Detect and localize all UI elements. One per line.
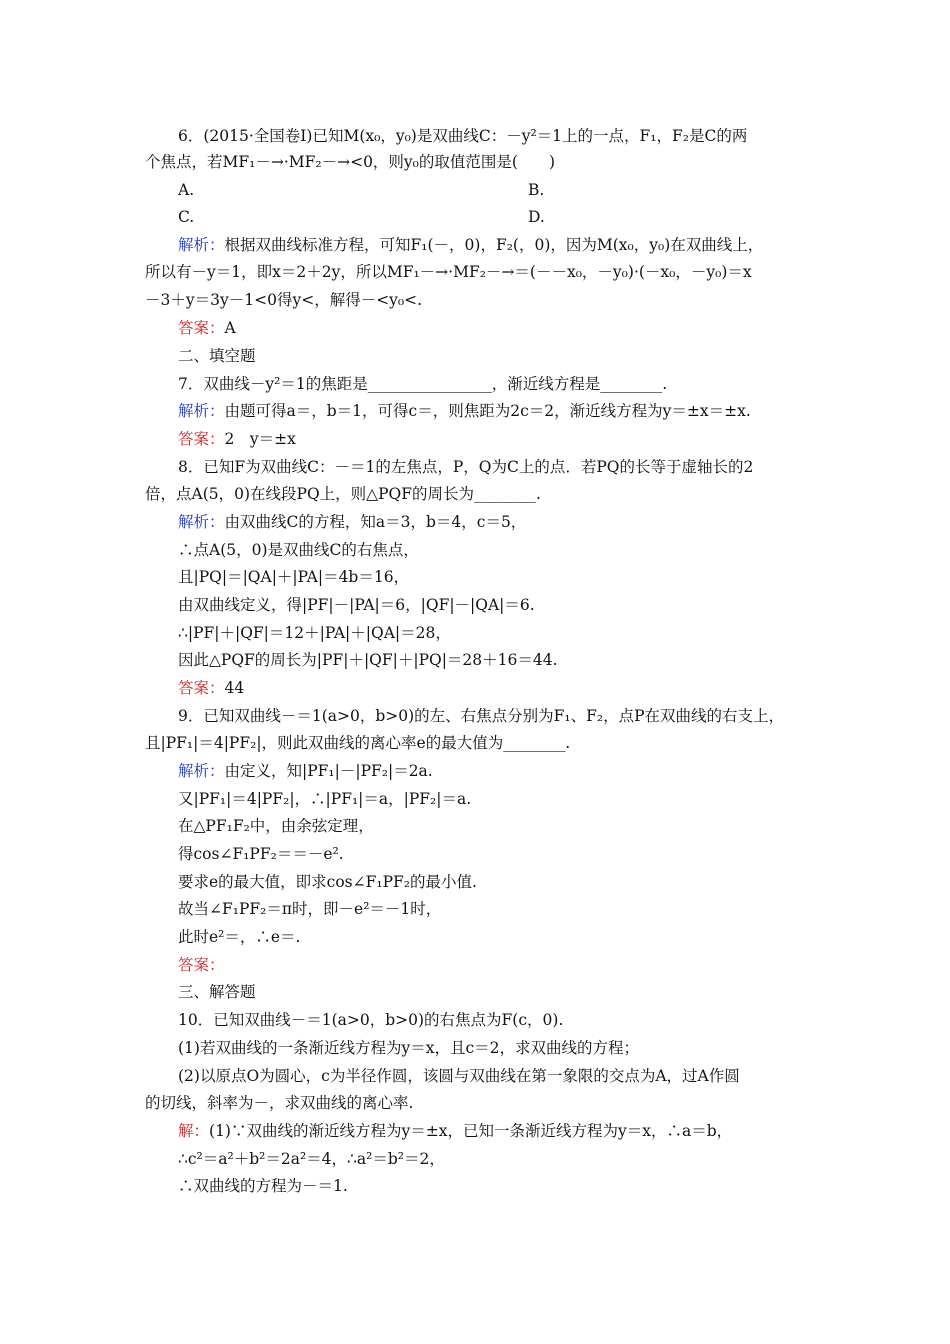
solution-label: 解析： bbox=[178, 762, 225, 780]
q8-solution-line-1: 解析：由双曲线C的方程，知a＝3，b＝4，c＝5， bbox=[178, 513, 527, 531]
q8-line-1: 8．已知F为双曲线C：－＝1的左焦点，P，Q为C上的点．若PQ的长等于虚轴长的2 bbox=[178, 458, 754, 476]
q6-option-d: D. bbox=[528, 208, 545, 226]
q9-answer bbox=[178, 955, 846, 975]
q6-option-c: C. bbox=[178, 208, 195, 226]
q10-part-2-line-2: 的切线，斜率为－，求双曲线的离心率. bbox=[145, 1094, 414, 1112]
q9-solution-line-6: 故当∠F₁PF₂＝π时，即－e²＝－1时， bbox=[178, 900, 442, 918]
q10-line-1: 10．已知双曲线－＝1(a>0，b>0)的右焦点为F(c，0). bbox=[178, 1011, 564, 1029]
q6-line-2: 个焦点，若MF₁－→·MF₂－→<0，则y₀的取值范围是( ) bbox=[145, 153, 555, 171]
q9-line-2: 且|PF₁|＝4|PF₂|，则此双曲线的离心率e的最大值为________. bbox=[145, 734, 571, 752]
q9-solution-line-4: 得cos∠F₁PF₂＝＝－e². bbox=[178, 845, 344, 863]
q6-answer: 答案：A bbox=[178, 319, 236, 337]
answer-label: 答案： bbox=[178, 430, 225, 448]
q8-solution-line-6: 因此△PQF的周长为|PF|＋|QF|＋|PQ|＝28＋16＝44. bbox=[178, 651, 558, 669]
solution-label: 解： bbox=[178, 1122, 210, 1140]
q8-solution-line-4: 由双曲线定义，得|PF|－|PA|＝6，|QF|－|QA|＝6. bbox=[178, 596, 535, 614]
q7-answer: 答案：2 y＝±x bbox=[178, 430, 296, 448]
q8-answer: 答案：44 bbox=[178, 679, 245, 697]
solution-label: 解析： bbox=[178, 513, 225, 531]
q10-solution-line-3: ∴双曲线的方程为－＝1. bbox=[178, 1177, 348, 1195]
q7-solution: 解析：由题可得a＝，b＝1，可得c＝，则焦距为2c＝2，渐近线方程为y＝±x＝±x. bbox=[178, 402, 751, 420]
q6-line-1: 6．(2015·全国卷Ⅰ)已知M(x₀，y₀)是双曲线C：－y²＝1上的一点，F₁，F₂是C的两 bbox=[178, 127, 748, 145]
q10-solution-line-1: 解：(1)∵双曲线的渐近线方程为y＝±x，已知一条渐近线方程为y＝x，∴a＝b， bbox=[178, 1122, 733, 1140]
q10-part-1: (1)若双曲线的一条渐近线方程为y＝x，且c＝2，求双曲线的方程； bbox=[178, 1039, 639, 1057]
q10-part-2-line-1: (2)以原点O为圆心，c为半径作圆，该圆与双曲线在第一象限的交点为A，过A作圆 bbox=[178, 1067, 740, 1085]
q8-solution-line-3: 且|PQ|＝|QA|＋|PA|＝4b＝16， bbox=[178, 568, 410, 586]
q6-option-a: A. bbox=[178, 181, 195, 199]
q9-solution-line-3: 在△PF₁F₂中，由余弦定理， bbox=[178, 817, 374, 835]
q9-solution-line-5: 要求e的最大值，即求cos∠F₁PF₂的最小值. bbox=[178, 873, 477, 891]
section-fill-in-heading: 二、填空题 bbox=[178, 347, 256, 365]
q8-line-2: 倍，点A(5，0)在线段PQ上，则△PQF的周长为________. bbox=[145, 485, 541, 503]
q9-solution-line-7: 此时e²＝，∴e＝. bbox=[178, 928, 301, 946]
q6-option-b: B. bbox=[528, 181, 545, 199]
q9-line-1: 9．已知双曲线－＝1(a>0，b>0)的左、右焦点分别为F₁、F₂，点P在双曲线的右支上， bbox=[178, 707, 785, 725]
q6-solution-line-3: －3＋y＝3y－1<0得y<，解得－<y₀<. bbox=[145, 291, 423, 309]
q6-solution-line-1: 解析：根据双曲线标准方程，可知F₁(－，0)，F₂(，0)，因为M(x₀，y₀)在双曲线上， bbox=[178, 236, 764, 254]
answer-label: 答案： bbox=[178, 679, 225, 697]
answer-label: 答案： bbox=[178, 956, 225, 974]
q10-solution-line-2: ∴c²＝a²＋b²＝2a²＝4，∴a²＝b²＝2， bbox=[178, 1150, 445, 1168]
q7-line-1: 7．双曲线－y²＝1的焦距是________________，渐近线方程是________. bbox=[178, 375, 668, 393]
q9-solution-line-2: 又|PF₁|＝4|PF₂|，∴|PF₁|＝a，|PF₂|＝a. bbox=[178, 790, 472, 808]
q9-solution-line-1: 解析：由定义，知|PF₁|－|PF₂|＝2a. bbox=[178, 762, 433, 780]
solution-label: 解析： bbox=[178, 236, 225, 254]
q6-solution-line-2: 所以有－y＝1，即x＝2＋2y，所以MF₁－→·MF₂－→＝(－－x₀，－y₀)·(－x₀，－y₀)＝x bbox=[145, 263, 752, 281]
q8-solution-line-5: ∴|PF|＋|QF|＝12＋|PA|＋|QA|＝28， bbox=[178, 624, 451, 642]
section-solve-heading: 三、解答题 bbox=[178, 983, 256, 1001]
q8-solution-line-2: ∴点A(5，0)是双曲线C的右焦点， bbox=[178, 541, 419, 559]
solution-label: 解析： bbox=[178, 402, 225, 420]
answer-label: 答案： bbox=[178, 319, 225, 337]
